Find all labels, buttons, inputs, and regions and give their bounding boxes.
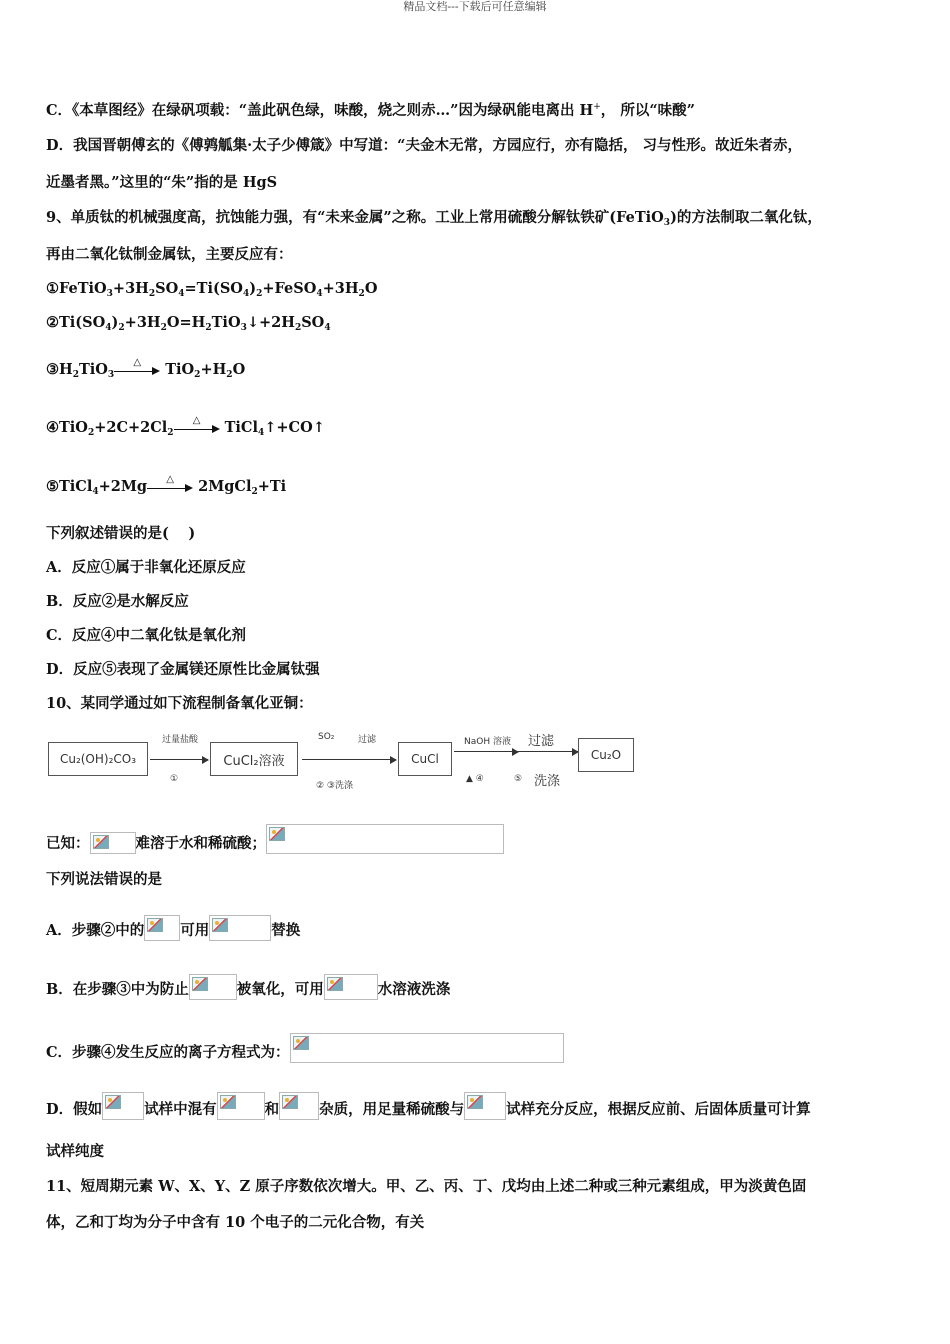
q10-question: 下列说法错误的是 <box>46 871 162 888</box>
q8-option-d-line2: 近墨者黑。”这里的“朱”指的是 HgS <box>46 174 278 191</box>
broken-image-icon <box>105 1095 121 1109</box>
broken-image-icon <box>147 918 163 932</box>
broken-image-icon <box>220 1095 236 1109</box>
page-header: 精品文档---下载后可任意编辑 <box>403 0 547 13</box>
flow-box-cucl2: CuCl₂溶液 <box>210 742 298 776</box>
formula-image-placeholder <box>324 974 378 1000</box>
flow-label-filter-2: 过滤 <box>528 734 555 749</box>
flow-label-hcl: 过量盐酸 <box>162 735 199 745</box>
q9-question: 下列叙述错误的是( ) <box>46 525 196 542</box>
formula-image-placeholder <box>90 832 136 854</box>
formula-image-placeholder <box>189 974 237 1000</box>
reaction-5: ⑤TiCl$_4$+2Mg △ 2MgCl$_2$+Ti <box>46 474 287 497</box>
formula-image-placeholder <box>464 1092 506 1120</box>
formula-image-placeholder <box>144 915 180 941</box>
heat-arrow: △ <box>114 360 160 380</box>
flow-arrow-3 <box>454 751 518 752</box>
formula-image-placeholder <box>217 1092 265 1120</box>
q9-stem-line2: 再由二氧化钛制金属钛，主要反应有： <box>46 246 293 263</box>
formula-image-placeholder <box>290 1033 564 1063</box>
flow-arrow-2 <box>302 759 396 760</box>
formula-image-placeholder <box>209 915 271 941</box>
flow-arrow-4 <box>512 751 578 752</box>
broken-image-icon <box>93 835 109 849</box>
q10-option-d-line1: D．假如 试样中混有 和 杂质，用足量稀硫酸与 试样充分反应，根据反应前、后固体质量可计算 <box>46 1092 811 1120</box>
q9-option-d: D．反应⑤表现了金属镁还原性比金属钛强 <box>46 661 320 678</box>
q11-stem-line1: 11、短周期元素 W、X、Y、Z 原子序数依次增大。甲、乙、丙、丁、戊均由上述二种或三种元素组成，甲为淡黄色固 <box>46 1178 807 1195</box>
heat-arrow: △ <box>147 477 193 497</box>
flow-label-naoh: NaOH 溶液 <box>464 737 511 747</box>
flow-arrow-1 <box>150 759 208 760</box>
flow-label-filter-1: 过滤 <box>358 735 377 745</box>
q10-option-a: A．步骤②中的 可用 替换 <box>46 915 300 941</box>
flow-label-wash: 洗涤 <box>534 774 561 789</box>
reaction-2: $②Ti(SO_4)_2+3H_2O=H_2TiO_3↓+2H_2SO_4$ <box>46 314 331 333</box>
flow-label-so2: SO₂ <box>318 732 335 742</box>
flow-box-cucl: CuCl <box>398 742 452 776</box>
broken-image-icon <box>282 1095 298 1109</box>
flowchart <box>46 730 636 790</box>
q8-option-d-line1: D．我国晋朝傅玄的《傅鹑觚集·太子少傅箴》中写道：“夫金木无常，方园应行，亦有隐括， 习与性形。故近朱者赤， <box>46 137 803 154</box>
reaction-4: $④TiO_2+2C+2Cl_2$ △ TiCl$_4$↑+CO↑ <box>46 415 325 438</box>
flow-box-cu2oh2co3: Cu₂(OH)₂CO₃ <box>48 742 148 776</box>
broken-image-icon <box>269 827 285 841</box>
reaction-3: $③H_2TiO_3$ △ $TiO_2+H_2O$ <box>46 357 246 380</box>
q9-option-c: C．反应④中二氧化钛是氧化剂 <box>46 627 247 644</box>
q9-option-b: B．反应②是水解反应 <box>46 593 189 610</box>
formula-image-placeholder <box>266 824 504 854</box>
reaction-1: $①FeTiO_3+3H_2SO_4=Ti(SO_4)_2+FeSO_4+3H_2O$ <box>46 280 378 299</box>
broken-image-icon <box>467 1095 483 1109</box>
formula-image-placeholder <box>279 1092 319 1120</box>
flow-label-step5: ⑤ <box>514 774 523 784</box>
broken-image-icon <box>192 977 208 991</box>
broken-image-icon <box>212 918 228 932</box>
flow-box-cu2o: Cu₂O <box>578 738 634 772</box>
q8-option-c: C．《本草图经》在绿矾项载：“盖此矾色绿，味酸，烧之则赤…”因为绿矾能电离出 H+， 所以“味酸” <box>46 102 695 119</box>
q9-stem-line1: 9、单质钛的机械强度高，抗蚀能力强，有“未来金属”之称。工业上常用硫酸分解钛铁矿(FeTiO$_3$)的方法制取二氧化钛， <box>46 209 822 228</box>
flow-label-step1: ① <box>170 774 179 784</box>
known-line: 已知： 难溶于水和稀硫酸； <box>46 824 504 854</box>
q10-stem: 10、某同学通过如下流程制备氧化亚铜： <box>46 695 313 712</box>
broken-image-icon <box>293 1036 309 1050</box>
flow-label-step4: ▲ ④ <box>466 774 484 784</box>
q9-option-a: A．反应①属于非氧化还原反应 <box>46 559 246 576</box>
q11-stem-line2: 体，乙和丁均为分子中含有 10 个电子的二元化合物，有关 <box>46 1214 425 1231</box>
q10-option-b: B．在步骤③中为防止 被氧化，可用 水溶液洗涤 <box>46 974 450 1000</box>
q10-option-d-line2: 试样纯度 <box>46 1143 104 1160</box>
flow-label-step2-3: ② ③洗涤 <box>316 781 353 791</box>
formula-image-placeholder <box>102 1092 144 1120</box>
q10-option-c: C．步骤④发生反应的离子方程式为： <box>46 1033 564 1063</box>
broken-image-icon <box>327 977 343 991</box>
heat-arrow: △ <box>174 418 220 438</box>
